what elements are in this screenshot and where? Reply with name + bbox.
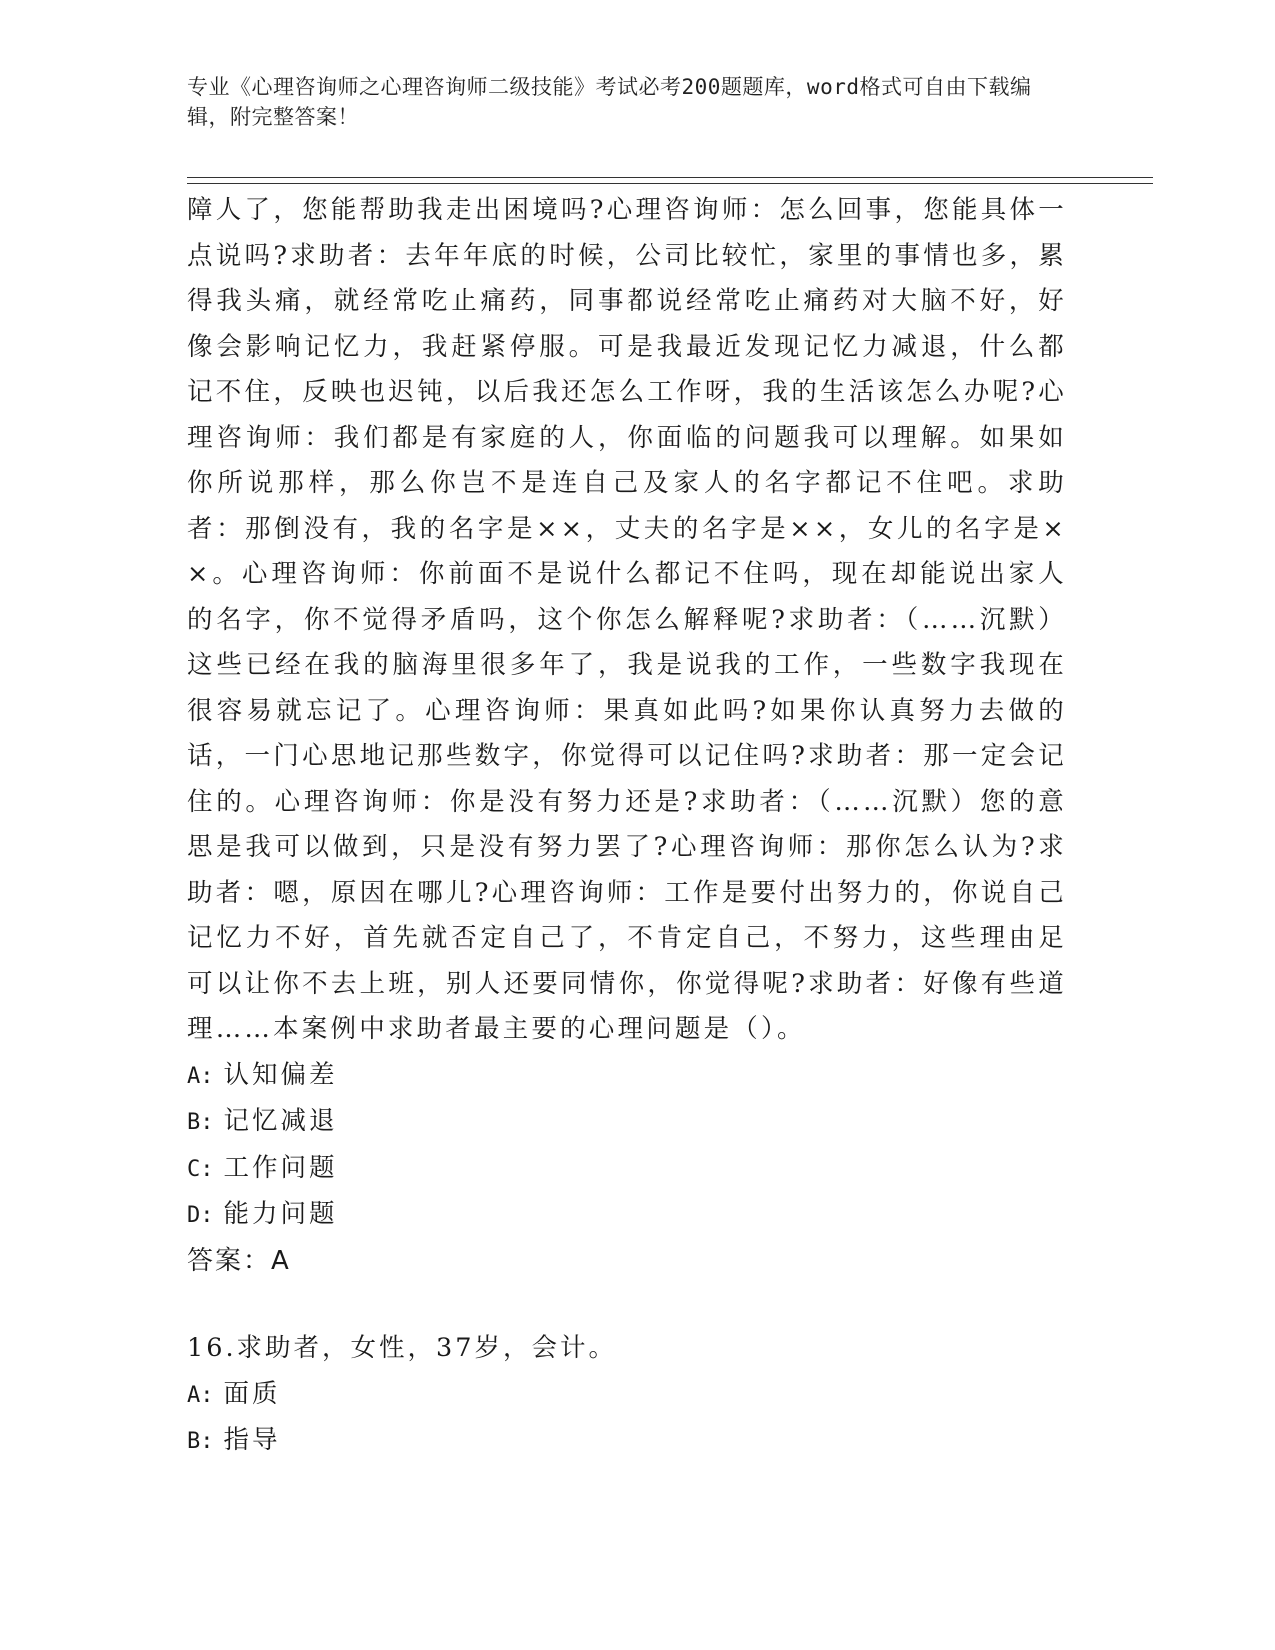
option-key: B: <box>187 1110 214 1135</box>
question-16-option-b <box>187 1418 1067 1465</box>
option-key: C: <box>187 1156 214 1182</box>
question-15-option-d <box>187 1192 1067 1239</box>
option-key: A: <box>187 1382 214 1408</box>
question-16-options <box>187 1372 1067 1465</box>
document-body <box>187 188 1067 1465</box>
question-16-option-a <box>187 1372 1067 1419</box>
section-spacer <box>187 1284 1067 1326</box>
question-15-option-c <box>187 1146 1067 1193</box>
option-key: B: <box>187 1429 214 1454</box>
question-15-answer: 答案：A <box>187 1245 291 1276</box>
option-text: 指导 <box>223 1425 281 1455</box>
header-rule-bottom <box>187 183 1153 184</box>
option-text: 面质 <box>223 1378 281 1409</box>
question-15-option-b <box>187 1099 1067 1146</box>
option-key: A: <box>187 1063 214 1089</box>
option-text: 记忆减退 <box>223 1106 338 1136</box>
header-rule-top <box>187 177 1153 178</box>
page-header: 专业《心理咨询师之心理咨询师二级技能》考试必考200题题库，word格式可自由下载编辑，附完整答案！ <box>187 75 1032 129</box>
option-text: 工作问题 <box>223 1152 338 1183</box>
question-15-option-a <box>187 1053 1067 1100</box>
option-key: D: <box>187 1203 214 1228</box>
option-text: 认知偏差 <box>223 1059 338 1090</box>
question-15-passage: 障人了，您能帮助我走出困境吗?心理咨询师：怎么回事，您能具体一点说吗?求助者：去年年底的时候，公司比较忙，家里的事情也多，累得我头痛，就经常吃止痛药，同事都说经常吃止痛药对大脑不好，好像会影响记忆力，我赶紧停服。可是我最近发现记忆力减退，什么都记不住，反映也迟钝，以后我还怎么工作呀，我的生活该怎么办呢?心理咨询师：我们都是有家庭的人，你面临的问题我可以理解。如果如你所说那样，那么你岂不是连自己及家人的名字都记不住吧。求助者：那倒没有，我的名字是××，丈夫的名字是××，女儿的名字是××。心理咨询师：你前面不是说什么都记不住吗，现在却能说出家人的名字，你不觉得矛盾吗，这个你怎么解释呢?求助者：（……沉默）这些已经在我的脑海里很多年了，我是说我的工作，一些数字我现在很容易就忘记了。心理咨询师：果真如此吗?如果你认真努力去做的话，一门心思地记那些数字，你觉得可以记住吗?求助者：那一定会记住的。心理咨询师：你是没有努力还是?求助者：（……沉默）您的意思是我可以做到，只是没有努力罢了?心理咨询师：那你怎么认为?求助者：嗯，原因在哪儿?心理咨询师：工作是要付出努力的，你说自己记忆力不好，首先就否定自己了，不肯定自己，不努力，这些理由足可以让你不去上班，别人还要同情你，你觉得呢?求助者：好像有些道理……本案例中求助者最主要的心理问题是（）。 <box>187 195 1067 1044</box>
question-16-stem: 16.求助者，女性，37岁，会计。 <box>187 1333 618 1363</box>
question-15-options <box>187 1053 1067 1239</box>
option-text: 能力问题 <box>223 1199 338 1229</box>
